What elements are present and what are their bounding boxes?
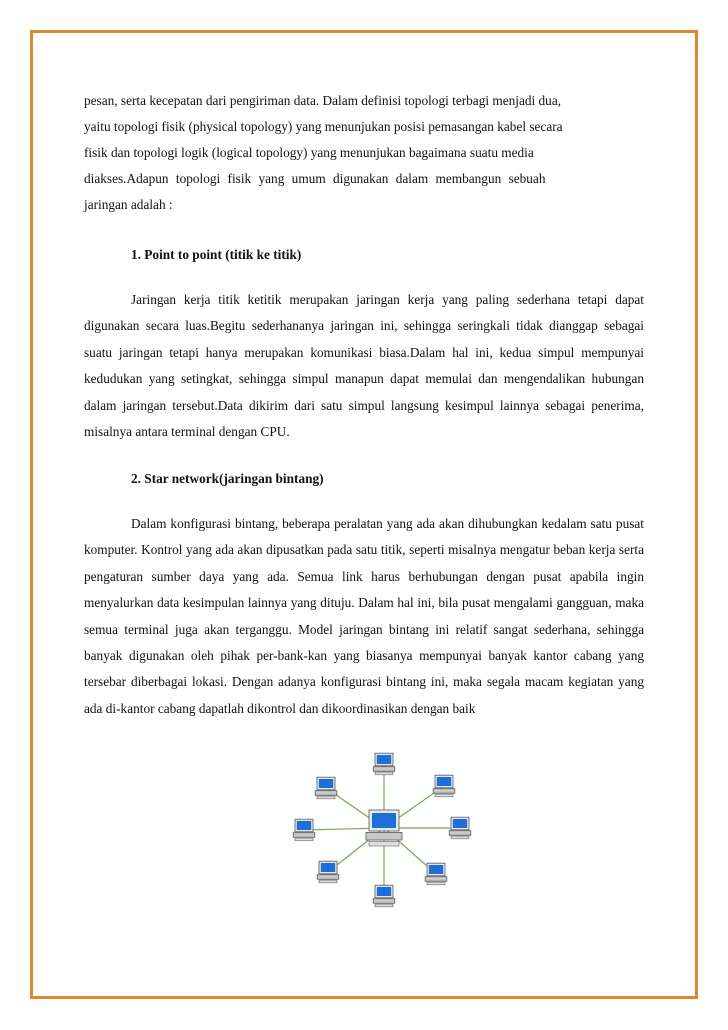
section-heading-point-to-point: 1. Point to point (titik ke titik) <box>131 247 302 262</box>
terminal-computer-keyboard <box>317 796 335 799</box>
terminal-computer-keyboard <box>295 838 313 841</box>
terminal-computer-keyboard <box>319 880 337 883</box>
terminal-computer-keyboard <box>451 836 469 839</box>
central-computer-keyboard <box>369 842 399 847</box>
terminal-computer-screen <box>453 819 467 828</box>
terminal-computer-keyboard <box>375 904 393 907</box>
terminal-computer-screen <box>297 821 311 830</box>
terminal-computer-keyboard <box>375 772 393 775</box>
section-paragraph-star-network: Dalam konfigurasi bintang, beberapa peralatan yang ada akan dihubungkan kedalam satu pusat komputer. Kontrol yang ada akan dipusatkan pada satu titik, seperti misalnya mengatur beban kerja serta pengaturan sumber daya yang ada. Semua link harus berhubungan dengan pusat apabila ingin menyalurkan data kesimpulan lainnya yang dituju. Dalam hal ini, bila pusat mengalami gangguan, maka semua terminal juga akan terganggu. Model jaringan bintang ini relatif sangat sederhana, sehingga banyak digunakan oleh pihak per-bank-kan yang biasanya mempunyai banyak kantor cabang yang tersebar diberbagai lokasi. Dengan adanya konfigurasi bintang ini, maka segala macam kegiatan yang ada di-kantor cabang dapatlah dikontrol dan dikoordinasikan dengan baik <box>84 516 644 716</box>
terminal-computer-case <box>315 791 337 796</box>
terminal-computer-screen <box>429 865 443 874</box>
star-network-figure <box>284 746 484 916</box>
terminal-computer-case <box>425 877 447 882</box>
central-computer-case <box>366 833 402 841</box>
terminal-computer-case <box>317 875 339 880</box>
terminal-computer-case <box>373 767 395 772</box>
intro-line: jaringan adalah : <box>84 197 173 212</box>
central-computer-screen <box>372 813 396 828</box>
terminal-computer-case <box>373 899 395 904</box>
intro-line: yaitu topologi fisik (physical topology) yang menunjukan posisi pemasangan kabel secara <box>84 119 563 134</box>
terminal-computer-screen <box>437 777 451 786</box>
intro-line: pesan, serta kecepatan dari pengiriman data. Dalam definisi topologi terbagi menjadi dua, <box>84 93 562 108</box>
section-paragraph-point-to-point: Jaringan kerja titik ketitik merupakan jaringan kerja yang paling sederhana tetapi dapat digunakan secara luas.Begitu sederhananya jaringan ini, sehingga seringkali tidak dianggap sebagai suatu jaringan tetapi hanya merupakan komunikasi biasa.Dalam hal ini, kedua simpul mempunyai kedudukan yang setingkat, sehingga simpul manapun dapat memulai dan mengendalikan hubungan dalam jaringan tersebut.Data dikirim dari satu simpul langsung kesimpul lainnya sebagai penerima, misalnya antara terminal dengan CPU. <box>84 292 644 440</box>
terminal-computer-screen <box>377 887 391 896</box>
terminal-computer-case <box>449 831 471 836</box>
terminal-computer-keyboard <box>435 794 453 797</box>
terminal-computer-case <box>293 833 315 838</box>
intro-line: fisik dan topologi logik (logical topology) yang menunjukan bagaimana suatu media <box>84 145 534 160</box>
terminal-computer-screen <box>377 755 391 764</box>
intro-text <box>84 88 644 218</box>
terminal-computer-screen <box>319 779 333 788</box>
terminal-computer-case <box>433 789 455 794</box>
star-network-icon <box>284 746 484 916</box>
section-heading-star-network: 2. Star network(jaringan bintang) <box>131 471 324 486</box>
terminal-computer-screen <box>321 863 335 872</box>
intro-line: diakses.Adapun topologi fisik yang umum digunakan dalam membangun sebuah <box>84 171 546 186</box>
terminal-computer-keyboard <box>427 882 445 885</box>
